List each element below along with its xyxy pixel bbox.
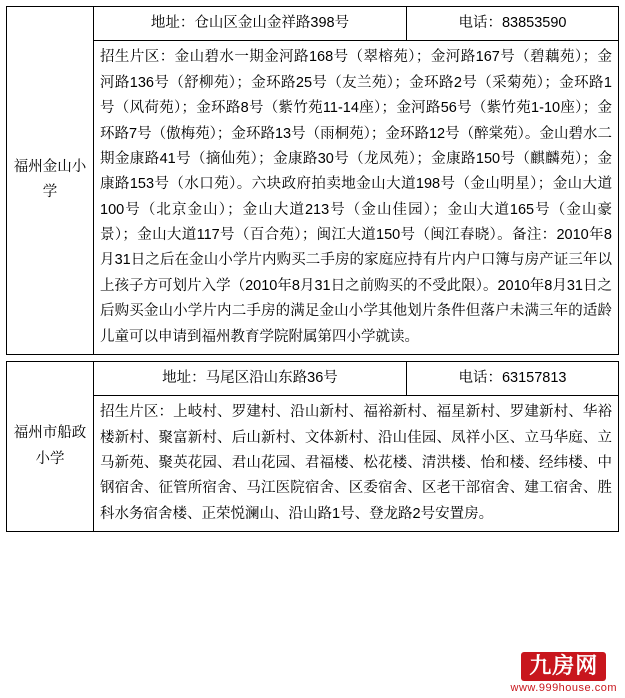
site-watermark [511, 652, 617, 694]
table-row [7, 41, 619, 355]
address-value: 仓山区金山金祥路398号 [194, 15, 350, 31]
table-row [7, 361, 619, 395]
watermark-brand: 九房网 [521, 652, 606, 681]
district-detail-cell: 招生片区：上岐村、罗建村、沿山新村、福裕新村、福星新村、罗建新村、华裕楼新村、聚富新村、后山新村、文体新村、沿山佳园、凤祥小区、立马华庭、立马新苑、聚英花园、君山花园、君福楼、松花楼、清洪楼、怡和楼、经纬楼、中钢宿舍、征管所宿舍、马江医院宿舍、区委宿舍、区老干部宿舍、建工宿舍、胜科水务宿舍楼、正荣悦澜山、沿山路1号、登龙路2号安置房。 [94, 396, 619, 532]
address-label: 地址： [150, 15, 195, 31]
phone-cell [407, 7, 619, 41]
table-row [7, 396, 619, 532]
address-cell [94, 361, 407, 395]
school-name-cell: 福州市船政小学 [7, 361, 94, 531]
enrollment-table [6, 6, 619, 355]
watermark-url: www.999house.com [510, 682, 617, 694]
phone-label: 电话： [458, 369, 502, 386]
enrollment-table-second [6, 361, 619, 532]
address-cell [94, 7, 407, 41]
district-detail-cell: 招生片区：金山碧水一期金河路168号（翠榕苑）；金河路167号（碧藕苑）；金河路136号（舒柳苑）；金环路25号（友兰苑）；金环路2号（采菊苑）；金环路1号（风荷苑）；金环路8号（紫竹苑11-14座）；金河路56号（紫竹苑1-10座）；金环路7号（傲梅苑）；金环路13号（雨桐苑）；金环路12号（醉棠苑）。金山碧水二期金康路41号（摘仙苑）；金康路30号（龙凤苑）；金康路150号（麒麟苑）；金康路153号（水口苑）。六块政府拍卖地金山大道198号（金山明星）；金山大道100号（北京金山）；金山大道213号（金山佳园）；金山大道165号（金山豪景）；金山大道117号（百合苑）；闽江大道150号（闽江春晓）。备注：2010年8月31日之后在金山小学片内购买二手房的家庭应持有片内户口簿与房产证三年以上孩子方可划片入学（2010年8月31日之前购买的不受此限）。2010年8月31日之后购买金山小学片内二手房的满足金山小学其他划片条件但落户未满三年的适龄儿童可以申请到福州教育学院附属第四小学就读。 [94, 41, 619, 355]
phone-value: 63157813 [501, 369, 567, 386]
address-label: 地址： [162, 369, 206, 386]
school-name-cell: 福州金山小学 [7, 7, 94, 355]
address-value: 马尾区沿山东路36号 [205, 369, 338, 386]
phone-value: 83853590 [501, 15, 567, 31]
table-row [7, 7, 619, 41]
phone-label: 电话： [458, 15, 502, 31]
phone-cell [407, 361, 619, 395]
